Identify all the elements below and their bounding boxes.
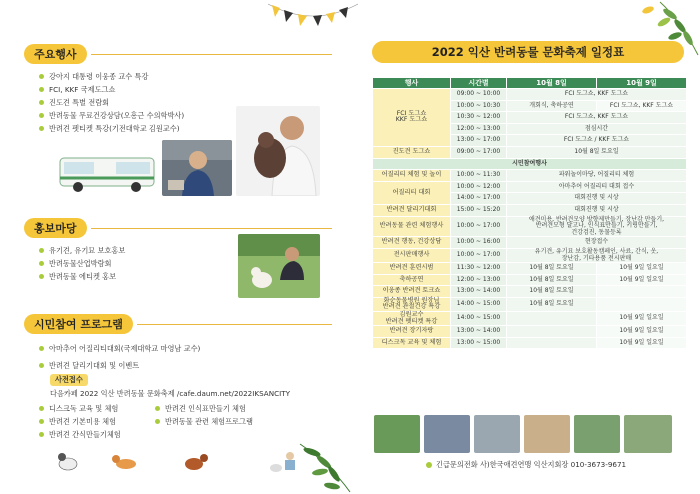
list-item: 반려견 달리기대회 및 이벤트: [38, 359, 200, 372]
table-row: [373, 248, 687, 262]
event-name-cell: 전시판매행사: [373, 248, 451, 262]
dog-icon: [58, 453, 77, 470]
oct9-cell: 10월 9일 일요일: [597, 312, 687, 326]
list-item: 반려견 펫티켓 특강(기전대학교 김원교수): [38, 122, 184, 135]
oct8-cell: [507, 312, 597, 326]
header-time: 시간별: [451, 78, 507, 89]
oct8-cell: 10월 8일 토요일: [507, 274, 597, 286]
table-row: [373, 181, 687, 193]
both-days-cell: 애견미용, 반려견모양 방향제만들기, 장난감 만들기, 반려견모형 달고나, 인식표만들기, 키링만들기, 건강검진, 동물등록: [507, 216, 687, 237]
time-cell: 14:00 ~ 15:00: [451, 312, 507, 326]
oct9-cell: 10월 9일 일요일: [597, 337, 687, 349]
bus-photo: [56, 148, 160, 196]
time-cell: 09:00 ~ 17:00: [451, 146, 507, 158]
list-item: 강아지 대통령 이웅종 교수 특강: [38, 70, 184, 83]
schedule-title: 2022 익산 반려동물 문화축제 일정표: [372, 41, 684, 63]
both-days-cell: 점심시간: [507, 123, 687, 135]
citizen-program-title: 시민참여 프로그램: [24, 314, 133, 334]
list-item: FCI, KKF 국제도그쇼: [38, 83, 184, 96]
list-item: 유기견, 유기묘 보호홍보: [38, 244, 125, 257]
oct8-cell: [507, 337, 597, 349]
time-cell: 15:00 ~ 15:20: [451, 204, 507, 216]
time-cell: 13:00 ~ 14:00: [451, 286, 507, 298]
schedule-header-row: [373, 78, 687, 89]
event-name-cell: 이웅종 반려견 토크쇼: [373, 286, 451, 298]
list-item: 반려견 기본미용 체험: [38, 415, 121, 428]
schedule-body: [373, 89, 687, 349]
dog-icon: [185, 454, 208, 470]
event-name-cell: 반려견 행동, 건강상담: [373, 237, 451, 249]
time-cell: 10:00 ~ 16:00: [451, 237, 507, 249]
oct9-cell: 10월 9일 일요일: [597, 274, 687, 286]
header-event: 행사: [373, 78, 451, 89]
event-name-cell: 어질리티 대회: [373, 181, 451, 204]
event-name-cell: 축하공연: [373, 274, 451, 286]
schedule-table: [372, 77, 687, 349]
event-photo-5: [574, 415, 620, 453]
event-photo-4: [524, 415, 570, 453]
table-row: [373, 89, 687, 101]
time-cell: 12:00 ~ 13:00: [451, 274, 507, 286]
both-days-cell: 대회진행 및 시상: [507, 193, 687, 205]
table-row: [373, 286, 687, 298]
header-oct9: 10월 9일: [597, 78, 687, 89]
list-item: 반려동물 무료건강상담(오흥근 수의학박사): [38, 109, 184, 122]
citizen-activities-col2: [154, 402, 253, 428]
time-cell: 10:30 ~ 12:00: [451, 112, 507, 124]
list-item: 디스크독 교육 및 체험: [38, 402, 121, 415]
both-days-cell: 대회진행 및 시상: [507, 204, 687, 216]
table-row: [373, 326, 687, 338]
list-item: 반려견 인식표만들기 체험: [154, 402, 253, 415]
event-name-cell: FCI 도그쇼 KKF 도그쇼: [373, 89, 451, 147]
table-row: [373, 204, 687, 216]
main-events-title: 주요행사: [24, 44, 87, 64]
main-events-header: [24, 44, 332, 64]
table-row: [373, 237, 687, 249]
oct8-cell: 개회식, 축하공연: [507, 100, 597, 112]
list-item: 반려견 간식만들기체험: [38, 428, 121, 441]
oct8-cell: [507, 326, 597, 338]
event-photo-6: [624, 415, 672, 453]
doctor-photo: [162, 140, 232, 196]
both-days-cell: 유기견, 유기묘 보호활동캠페인, 사료, 간식, 옷, 장난감, 기타용품 전시판매: [507, 248, 687, 262]
list-item: 진도견 특별 전람회: [38, 96, 184, 109]
time-cell: 10:00 ~ 10:30: [451, 100, 507, 112]
oct9-cell: FCI 도그쇼, KKF 도그쇼: [597, 100, 687, 112]
bunting-decoration: [268, 0, 358, 50]
table-row: [373, 337, 687, 349]
time-cell: 14:00 ~ 17:00: [451, 193, 507, 205]
event-photo-3: [474, 415, 520, 453]
event-name-cell: 디스크독 교육 및 체험: [373, 337, 451, 349]
time-cell: 14:00 ~ 15:00: [451, 297, 507, 311]
promo-title: 홍보마당: [24, 218, 87, 238]
oct9-cell: 10월 9일 일요일: [597, 326, 687, 338]
contact-line: [426, 460, 626, 470]
both-days-cell: 10월 8일 토요일: [507, 146, 687, 158]
oct9-cell: [597, 297, 687, 311]
signup-tag: 사전접수: [50, 374, 88, 386]
oct9-cell: [597, 286, 687, 298]
oct8-cell: 10월 8일 토요일: [507, 263, 597, 275]
both-days-cell: FCI 도그쇼, KKF 도그쇼: [507, 112, 687, 124]
park-dog-photo: [238, 234, 320, 298]
both-days-cell: 아마추어 어질리티 대회 접수: [507, 181, 687, 193]
list-item: 반려동물산업박람회: [38, 257, 125, 270]
table-row: [373, 263, 687, 275]
table-row: [373, 274, 687, 286]
citizen-program-list: [38, 342, 200, 372]
contact-text: 긴급문의전화 사)한국애견연맹 익산지회장 010-3673-9671: [436, 460, 627, 469]
time-cell: 11:30 ~ 12:00: [451, 263, 507, 275]
dog-illustrations: [54, 448, 304, 474]
both-days-cell: 파워놀이마당, 어질리티 체험: [507, 170, 687, 182]
event-name-cell: 반려견 훈련시범: [373, 263, 451, 275]
citizen-program-header: [24, 314, 332, 334]
oct8-cell: 10월 8일 토요일: [507, 286, 597, 298]
time-cell: 10:00 ~ 17:00: [451, 248, 507, 262]
trainer-with-dog-photo: [236, 106, 320, 196]
oct9-cell: 10월 9일 일요일: [597, 263, 687, 275]
time-cell: 10:00 ~ 12:00: [451, 181, 507, 193]
event-name-cell: 반려견 장기자랑: [373, 326, 451, 338]
time-cell: 13:00 ~ 14:00: [451, 326, 507, 338]
event-name-cell: 반려동물 관련 체험행사: [373, 216, 451, 237]
table-row: [373, 170, 687, 182]
main-events-list: [38, 70, 184, 135]
table-row: [373, 146, 687, 158]
time-cell: 12:00 ~ 13:00: [451, 123, 507, 135]
event-name-cell: 반려견 달리기대회: [373, 204, 451, 216]
event-photo-2: [424, 415, 470, 453]
time-cell: 13:00 ~ 17:00: [451, 135, 507, 147]
time-cell: 10:00 ~ 11:30: [451, 170, 507, 182]
dog-icon: [112, 455, 136, 469]
section-row-label: 시민참여행사: [373, 158, 687, 170]
table-row: [373, 216, 687, 237]
event-name-cell: 김원교수 반려견 펫티켓 특강: [373, 312, 451, 326]
list-item: 반려동물 에티켓 홍보: [38, 270, 125, 283]
table-row: [373, 312, 687, 326]
bullet-icon: [426, 462, 432, 468]
time-cell: 13:00 ~ 15:00: [451, 337, 507, 349]
event-name-cell: 어질리티 체험 및 놀이: [373, 170, 451, 182]
citizen-activities-col1: [38, 402, 121, 441]
event-name-cell: 진도견 도그쇼: [373, 146, 451, 158]
time-cell: 09:00 ~ 10:00: [451, 89, 507, 101]
header-oct8: 10월 8일: [507, 78, 597, 89]
event-photo-1: [374, 415, 420, 453]
both-days-cell: 현장접수: [507, 237, 687, 249]
both-days-cell: FCI 도그쇼, KKF 도그쇼: [507, 89, 687, 101]
signup-info: 다음카페 2022 익산 반려동물 문화축제 /cafe.daum.net/2022IKSANCITY: [50, 389, 290, 398]
list-item: 아마추어 어질리티대회(국제대학교 마영남 교수): [38, 342, 200, 355]
list-item: 반려동물 관련 체험프로그램: [154, 415, 253, 428]
table-row: [373, 297, 687, 311]
time-cell: 10:00 ~ 17:00: [451, 216, 507, 237]
both-days-cell: FCI 도그쇼 / KKF 도그쇼: [507, 135, 687, 147]
oct8-cell: 10월 8일 토요일: [507, 297, 597, 311]
event-name-cell: 화순동물병원 원장님 반려견 관절건강 특강: [373, 297, 451, 311]
dog-icon: [270, 452, 295, 472]
promo-list: [38, 244, 125, 283]
table-row: [373, 158, 687, 170]
